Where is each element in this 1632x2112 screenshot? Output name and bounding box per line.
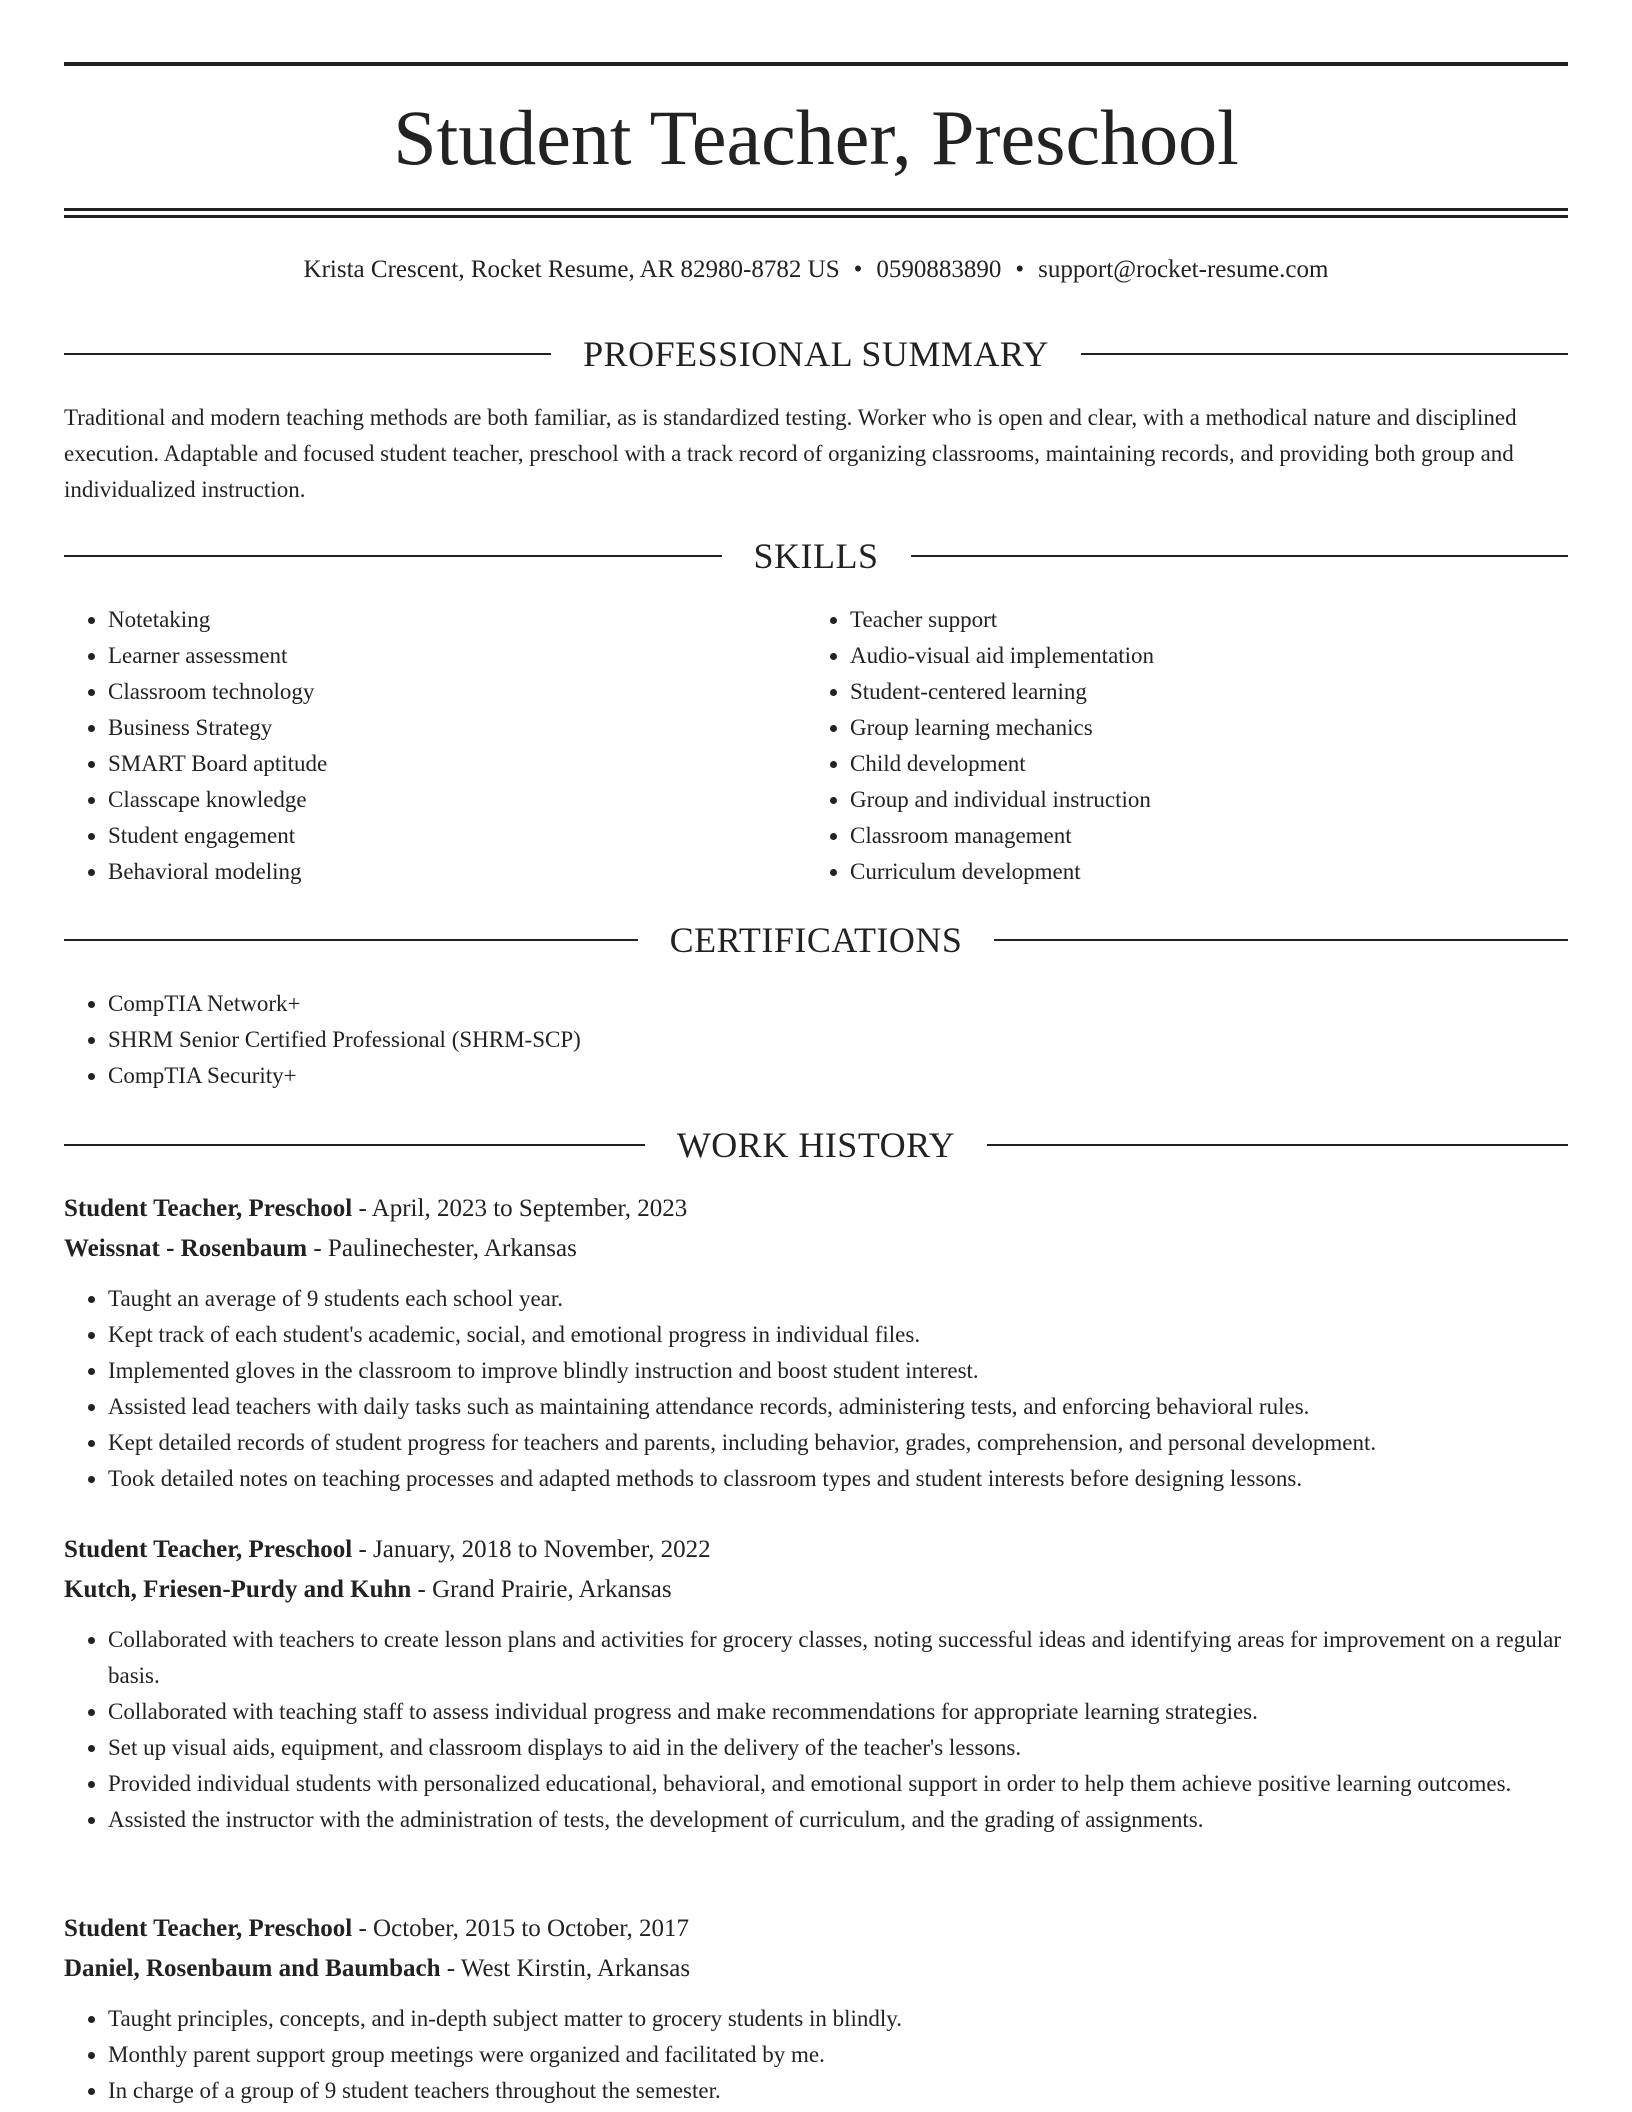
job-location: - Grand Prairie, Arkansas bbox=[411, 1576, 672, 1603]
page-title: Student Teacher, Preschool bbox=[393, 94, 1239, 181]
job-bullets bbox=[64, 2001, 1568, 2109]
section-rule-right bbox=[911, 555, 1569, 557]
section-rule-right bbox=[994, 939, 1568, 941]
job-dates: - April, 2023 to September, 2023 bbox=[352, 1195, 688, 1222]
skill-item: • Group learning mechanics bbox=[850, 710, 1548, 746]
skill-item: • Behavioral modeling bbox=[108, 854, 806, 890]
job-dates: - January, 2018 to November, 2022 bbox=[352, 1536, 711, 1563]
job-location: - Paulinechester, Arkansas bbox=[307, 1235, 577, 1262]
section-header-work-history bbox=[64, 1123, 1568, 1167]
job-bullet: • Assisted lead teachers with daily tasks such as maintaining attendance records, administering tests, and enforcing behavioral rules. bbox=[108, 1389, 1568, 1425]
skills-column-right bbox=[806, 602, 1548, 890]
job-bullets bbox=[64, 1281, 1568, 1497]
job-title: Student Teacher, Preschool bbox=[64, 1195, 353, 1222]
section-rule-left bbox=[64, 555, 722, 557]
job-bullet: • Kept detailed records of student progress for teachers and parents, including behavior, grades, comprehension, and personal development. bbox=[108, 1425, 1568, 1461]
job-company-line bbox=[64, 1570, 1568, 1610]
job-title: Student Teacher, Preschool bbox=[64, 1536, 353, 1563]
job-entry bbox=[64, 1189, 1568, 1497]
skill-item: • Notetaking bbox=[108, 602, 806, 638]
section-title-summary: PROFESSIONAL SUMMARY bbox=[583, 334, 1049, 374]
header-bottom-rule-second bbox=[64, 215, 1568, 218]
skill-item: • Group and individual instruction bbox=[850, 782, 1548, 818]
summary-text: Traditional and modern teaching methods are both familiar, as is standardized testing. Worker who is open and clear, with a methodical nature and disciplined execution. Adaptable and focused student teacher, preschool with a track record of organizing classrooms, maintaining records, and providing both group and individualized instruction. bbox=[64, 405, 1517, 502]
skill-item: • Child development bbox=[850, 746, 1548, 782]
section-rule-right bbox=[987, 1144, 1568, 1146]
section-header-summary bbox=[64, 332, 1568, 376]
skills-list bbox=[64, 602, 1568, 890]
section-header-skills bbox=[64, 534, 1568, 578]
job-company: Kutch, Friesen-Purdy and Kuhn bbox=[64, 1576, 412, 1603]
skill-item: • Learner assessment bbox=[108, 638, 806, 674]
job-bullet: • Implemented gloves in the classroom to improve blindly instruction and boost student interest. bbox=[108, 1353, 1568, 1389]
section-title-skills: SKILLS bbox=[753, 536, 879, 576]
job-title-line bbox=[64, 1530, 1568, 1570]
skill-item: • Classcape knowledge bbox=[108, 782, 806, 818]
job-entry bbox=[64, 1909, 1568, 2109]
section-rule-left bbox=[64, 939, 638, 941]
section-title-certifications: CERTIFICATIONS bbox=[669, 920, 963, 960]
job-bullet: • Kept track of each student's academic, social, and emotional progress in individual files. bbox=[108, 1317, 1568, 1353]
job-bullet: • Collaborated with teaching staff to assess individual progress and make recommendations for appropriate learning strategies. bbox=[108, 1694, 1568, 1730]
header-top-rule bbox=[64, 62, 1568, 66]
certification-item: • CompTIA Security+ bbox=[108, 1058, 1568, 1094]
skill-item: • Curriculum development bbox=[850, 854, 1548, 890]
job-bullet: • Monthly parent support group meetings were organized and facilitated by me. bbox=[108, 2037, 1568, 2073]
job-title-line bbox=[64, 1189, 1568, 1229]
job-bullet: • Took detailed notes on teaching processes and adapted methods to classroom types and student interests before designing lessons. bbox=[108, 1461, 1568, 1497]
job-bullets bbox=[64, 1622, 1568, 1838]
job-title-line bbox=[64, 1909, 1568, 1949]
job-bullet: • Taught an average of 9 students each school year. bbox=[108, 1281, 1568, 1317]
contact-email: support@rocket-resume.com bbox=[1038, 256, 1329, 283]
skill-item: • Business Strategy bbox=[108, 710, 806, 746]
job-company-line bbox=[64, 1229, 1568, 1269]
job-bullet: • Provided individual students with personalized educational, behavioral, and emotional support in order to help them achieve positive learning outcomes. bbox=[108, 1766, 1568, 1802]
skill-item: • Student-centered learning bbox=[850, 674, 1548, 710]
certification-item: • CompTIA Network+ bbox=[108, 986, 1568, 1022]
job-company: Weissnat - Rosenbaum bbox=[64, 1235, 308, 1262]
contact-line bbox=[64, 252, 1568, 288]
section-rule-left bbox=[64, 1144, 645, 1146]
contact-separator: • bbox=[1015, 256, 1025, 283]
job-bullet: • Assisted the instructor with the administration of tests, the development of curriculum, and the grading of assignments. bbox=[108, 1802, 1568, 1838]
section-header-certifications bbox=[64, 918, 1568, 962]
job-title: Student Teacher, Preschool bbox=[64, 1915, 353, 1942]
certification-item: • SHRM Senior Certified Professional (SHRM-SCP) bbox=[108, 1022, 1568, 1058]
section-rule-left bbox=[64, 353, 551, 355]
contact-address: Krista Crescent, Rocket Resume, AR 82980-8782 US bbox=[303, 256, 840, 283]
job-location: - West Kirstin, Arkansas bbox=[440, 1955, 691, 1982]
job-bullet: • Taught principles, concepts, and in-depth subject matter to grocery students in blindly. bbox=[108, 2001, 1568, 2037]
contact-separator: • bbox=[853, 256, 863, 283]
skill-item: • Classroom management bbox=[850, 818, 1548, 854]
skill-item: • SMART Board aptitude bbox=[108, 746, 806, 782]
skill-item: • Audio-visual aid implementation bbox=[850, 638, 1548, 674]
skills-column-left bbox=[64, 602, 806, 890]
job-bullet: • Set up visual aids, equipment, and classroom displays to aid in the delivery of the teacher's lessons. bbox=[108, 1730, 1568, 1766]
job-company: Daniel, Rosenbaum and Baumbach bbox=[64, 1955, 441, 1982]
skill-item: • Teacher support bbox=[850, 602, 1548, 638]
skill-item: • Student engagement bbox=[108, 818, 806, 854]
skill-item: • Classroom technology bbox=[108, 674, 806, 710]
job-bullet: • In charge of a group of 9 student teachers throughout the semester. bbox=[108, 2073, 1568, 2109]
job-bullet: • Collaborated with teachers to create lesson plans and activities for grocery classes, noting successful ideas and identifying areas for improvement on a regular basis. bbox=[108, 1622, 1568, 1694]
job-entry bbox=[64, 1530, 1568, 1838]
section-title-work-history: WORK HISTORY bbox=[676, 1125, 956, 1165]
job-dates: - October, 2015 to October, 2017 bbox=[352, 1915, 690, 1942]
header-bottom-rule bbox=[64, 208, 1568, 211]
certifications-list bbox=[64, 986, 1568, 1094]
job-company-line bbox=[64, 1949, 1568, 1989]
contact-phone: 0590883890 bbox=[876, 256, 1002, 283]
section-rule-right bbox=[1081, 353, 1568, 355]
